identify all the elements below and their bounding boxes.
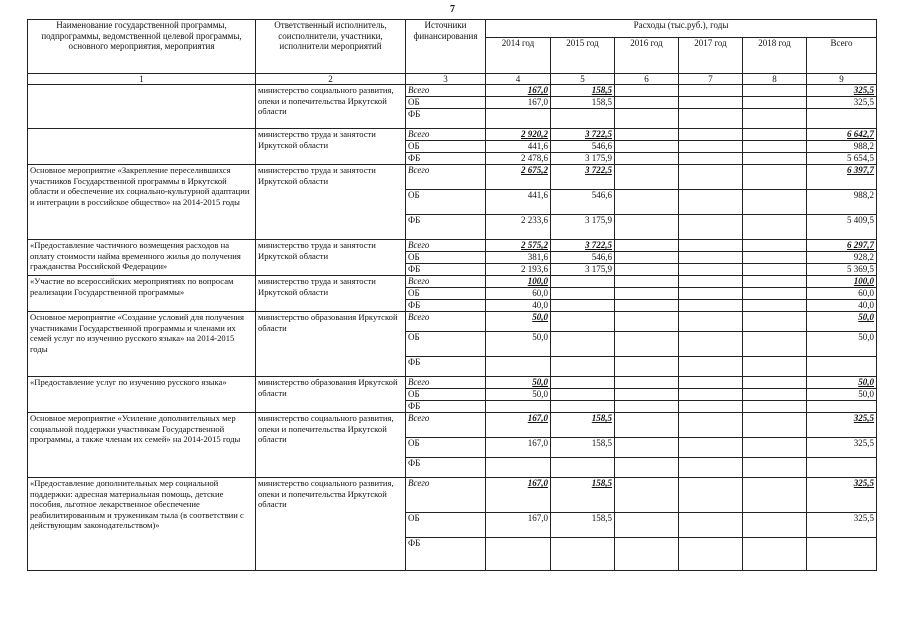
value-2016	[615, 264, 679, 276]
funding-source: Всего	[406, 312, 486, 332]
funding-source: Всего	[406, 129, 486, 141]
value-2017	[679, 538, 743, 571]
header-year-2016: 2016 год	[615, 38, 679, 74]
budget-table	[27, 19, 877, 571]
value-2016	[615, 389, 679, 401]
value-total: 60,0	[807, 288, 877, 300]
value-2015: 158,5	[551, 85, 615, 97]
value-2014: 167,0	[486, 478, 551, 513]
funding-source: ОБ	[406, 288, 486, 300]
value-2014: 2 575,2	[486, 240, 551, 252]
table-row	[28, 478, 877, 513]
funding-source: ОБ	[406, 141, 486, 153]
header-executor: Ответственный исполнитель, соисполнители, участники, исполнители мероприятий	[256, 20, 406, 74]
value-2017	[679, 288, 743, 300]
value-2017	[679, 252, 743, 264]
value-2015	[551, 332, 615, 357]
value-2015	[551, 458, 615, 478]
value-2017	[679, 240, 743, 252]
value-2016	[615, 357, 679, 377]
value-2014: 167,0	[486, 438, 551, 458]
value-2017	[679, 109, 743, 129]
value-2014: 167,0	[486, 413, 551, 438]
table-row	[28, 377, 877, 389]
funding-source: Всего	[406, 276, 486, 288]
table-row	[28, 165, 877, 190]
value-total	[807, 357, 877, 377]
value-2015: 3 175,9	[551, 215, 615, 240]
value-2016	[615, 190, 679, 215]
value-2015: 3 722,5	[551, 129, 615, 141]
value-total: 40,0	[807, 300, 877, 312]
value-2015: 158,5	[551, 97, 615, 109]
value-2014: 2 920,2	[486, 129, 551, 141]
value-2016	[615, 153, 679, 165]
header-year-2017: 2017 год	[679, 38, 743, 74]
value-2017	[679, 129, 743, 141]
funding-source: ОБ	[406, 513, 486, 538]
table-row	[28, 240, 877, 252]
value-2014: 441,6	[486, 190, 551, 215]
activity-name: Основное мероприятие «Закрепление переселившихся участников Государственной программы в Иркутской области и обеспечение их социально-культурной адаптации и интеграции в российское общество» на 2014-2015 годы	[28, 165, 256, 240]
value-2018	[743, 401, 807, 413]
value-2018	[743, 288, 807, 300]
value-2018	[743, 165, 807, 190]
value-2018	[743, 215, 807, 240]
value-2016	[615, 478, 679, 513]
value-2015	[551, 312, 615, 332]
executor-name: министерство социального развития, опеки и попечительства Иркутской области	[256, 478, 406, 571]
value-2018	[743, 276, 807, 288]
value-2016	[615, 538, 679, 571]
value-2018	[743, 153, 807, 165]
value-total: 325,5	[807, 513, 877, 538]
funding-source: ФБ	[406, 401, 486, 413]
value-2014: 40,0	[486, 300, 551, 312]
value-2018	[743, 458, 807, 478]
value-total: 988,2	[807, 141, 877, 153]
value-2017	[679, 165, 743, 190]
header-expenses: Расходы (тыс.руб.), годы	[486, 20, 877, 38]
value-2015	[551, 401, 615, 413]
value-2015	[551, 300, 615, 312]
activity-name: Основное мероприятие «Создание условий для получения участниками Государственной программы и членами их семей услуг по изучению русского языка» на 2014-2015 годы	[28, 312, 256, 377]
value-2015: 158,5	[551, 513, 615, 538]
funding-source: ФБ	[406, 357, 486, 377]
value-2015	[551, 109, 615, 129]
value-2014	[486, 458, 551, 478]
value-2016	[615, 165, 679, 190]
value-2018	[743, 97, 807, 109]
executor-name: министерство труда и занятости Иркутской области	[256, 165, 406, 240]
value-total: 6 642,7	[807, 129, 877, 141]
funding-source: ФБ	[406, 538, 486, 571]
table-row	[28, 129, 877, 141]
value-2015	[551, 377, 615, 389]
value-2018	[743, 252, 807, 264]
value-2017	[679, 300, 743, 312]
value-2015: 3 722,5	[551, 240, 615, 252]
value-total: 50,0	[807, 332, 877, 357]
value-total: 988,2	[807, 190, 877, 215]
funding-source: ФБ	[406, 300, 486, 312]
value-2017	[679, 97, 743, 109]
header-name: Наименование государственной программы, подпрограммы, ведомственной целевой программы, основного мероприятия, мероприятия	[28, 20, 256, 74]
value-2018	[743, 312, 807, 332]
value-2014: 167,0	[486, 85, 551, 97]
value-2015	[551, 538, 615, 571]
funding-source: ФБ	[406, 109, 486, 129]
value-total: 5 409,5	[807, 215, 877, 240]
value-2018	[743, 513, 807, 538]
value-2017	[679, 377, 743, 389]
header-total: Всего	[807, 38, 877, 74]
value-2014: 381,6	[486, 252, 551, 264]
funding-source: ФБ	[406, 264, 486, 276]
funding-source: ОБ	[406, 97, 486, 109]
value-2017	[679, 458, 743, 478]
value-2017	[679, 413, 743, 438]
page-number: 7	[450, 4, 455, 15]
funding-source: ОБ	[406, 389, 486, 401]
value-2015: 546,6	[551, 141, 615, 153]
executor-name: министерство социального развития, опеки и попечительства Иркутской области	[256, 85, 406, 129]
value-total	[807, 401, 877, 413]
value-2017	[679, 438, 743, 458]
funding-source: ОБ	[406, 438, 486, 458]
funding-source: Всего	[406, 165, 486, 190]
value-total	[807, 538, 877, 571]
value-2016	[615, 458, 679, 478]
funding-source: ОБ	[406, 190, 486, 215]
value-total: 100,0	[807, 276, 877, 288]
table-body	[28, 85, 877, 571]
value-total	[807, 458, 877, 478]
value-2018	[743, 240, 807, 252]
value-2017	[679, 389, 743, 401]
value-2014: 2 233,6	[486, 215, 551, 240]
activity-name: «Предоставление услуг по изучению русского языка»	[28, 377, 256, 413]
value-total: 6 297,7	[807, 240, 877, 252]
value-total: 928,2	[807, 252, 877, 264]
value-total: 6 397,7	[807, 165, 877, 190]
executor-name: министерство труда и занятости Иркутской области	[256, 129, 406, 165]
value-2014: 2 675,2	[486, 165, 551, 190]
value-2018	[743, 332, 807, 357]
value-total: 325,5	[807, 478, 877, 513]
value-2017	[679, 264, 743, 276]
value-total: 325,5	[807, 413, 877, 438]
value-total: 5 654,5	[807, 153, 877, 165]
value-2014: 441,6	[486, 141, 551, 153]
col-number: 7	[679, 74, 743, 85]
value-2016	[615, 312, 679, 332]
value-2016	[615, 300, 679, 312]
value-2016	[615, 276, 679, 288]
activity-name	[28, 85, 256, 129]
value-2015	[551, 276, 615, 288]
value-2017	[679, 276, 743, 288]
value-2014: 60,0	[486, 288, 551, 300]
value-2016	[615, 401, 679, 413]
value-2018	[743, 300, 807, 312]
value-2014	[486, 109, 551, 129]
value-2017	[679, 215, 743, 240]
header-source: Источники финансирования	[406, 20, 486, 74]
funding-source: Всего	[406, 413, 486, 438]
value-2014	[486, 357, 551, 377]
value-2014: 2 478,6	[486, 153, 551, 165]
value-2018	[743, 438, 807, 458]
value-2017	[679, 513, 743, 538]
executor-name: министерство труда и занятости Иркутской области	[256, 240, 406, 276]
executor-name: министерство социального развития, опеки и попечительства Иркутской области	[256, 413, 406, 478]
header-year-2018: 2018 год	[743, 38, 807, 74]
value-2014	[486, 401, 551, 413]
value-total: 325,5	[807, 97, 877, 109]
value-2016	[615, 513, 679, 538]
col-number: 9	[807, 74, 877, 85]
value-2018	[743, 478, 807, 513]
value-2016	[615, 413, 679, 438]
value-2016	[615, 438, 679, 458]
value-2015	[551, 288, 615, 300]
value-total: 50,0	[807, 389, 877, 401]
value-2018	[743, 357, 807, 377]
value-2014: 100,0	[486, 276, 551, 288]
value-2014: 50,0	[486, 332, 551, 357]
value-2018	[743, 141, 807, 153]
value-2018	[743, 377, 807, 389]
col-number: 3	[406, 74, 486, 85]
value-total: 50,0	[807, 377, 877, 389]
executor-name: министерство образования Иркутской области	[256, 312, 406, 377]
col-number: 6	[615, 74, 679, 85]
executor-name: министерство образования Иркутской области	[256, 377, 406, 413]
value-2017	[679, 153, 743, 165]
value-2017	[679, 478, 743, 513]
value-2016	[615, 109, 679, 129]
value-2015: 158,5	[551, 478, 615, 513]
value-2017	[679, 332, 743, 357]
value-2017	[679, 190, 743, 215]
activity-name: Основное мероприятие «Усиление дополнительных мер социальной поддержки участникам Государственной программы, а также членам их семей» на 2014-2015 годы	[28, 413, 256, 478]
col-number: 1	[28, 74, 256, 85]
value-2018	[743, 389, 807, 401]
value-2015: 158,5	[551, 438, 615, 458]
funding-source: Всего	[406, 478, 486, 513]
value-2016	[615, 141, 679, 153]
funding-source: ФБ	[406, 153, 486, 165]
value-total: 50,0	[807, 312, 877, 332]
value-2017	[679, 401, 743, 413]
col-number: 5	[551, 74, 615, 85]
value-2018	[743, 85, 807, 97]
value-2015	[551, 357, 615, 377]
funding-source: ФБ	[406, 215, 486, 240]
activity-name: «Предоставление частичного возмещения расходов на оплату стоимости найма временного жилья до получения гражданства Российской Федерации»	[28, 240, 256, 276]
value-2014	[486, 538, 551, 571]
value-2016	[615, 252, 679, 264]
value-2016	[615, 288, 679, 300]
activity-name: «Предоставление дополнительных мер социальной поддержки: адресная материальная помощь, детские пособия, льготное лекарственное обеспечение реабилитированным и труженикам тыла (в соответствии с действующим законодательством)»	[28, 478, 256, 571]
value-2018	[743, 538, 807, 571]
funding-source: ОБ	[406, 252, 486, 264]
value-2014: 50,0	[486, 377, 551, 389]
funding-source: Всего	[406, 240, 486, 252]
table-row	[28, 413, 877, 438]
value-2017	[679, 141, 743, 153]
activity-name	[28, 129, 256, 165]
activity-name: «Участие во всероссийских мероприятиях по вопросам реализации Государственной программы»	[28, 276, 256, 312]
value-2016	[615, 97, 679, 109]
funding-source: ОБ	[406, 332, 486, 357]
value-2014: 167,0	[486, 97, 551, 109]
value-2014: 50,0	[486, 312, 551, 332]
table-row	[28, 276, 877, 288]
value-total: 5 369,5	[807, 264, 877, 276]
value-2015: 546,6	[551, 252, 615, 264]
value-2016	[615, 215, 679, 240]
header-year-2014: 2014 год	[486, 38, 551, 74]
value-2014: 50,0	[486, 389, 551, 401]
value-total: 325,5	[807, 85, 877, 97]
col-number: 8	[743, 74, 807, 85]
funding-source: Всего	[406, 85, 486, 97]
value-2014: 2 193,6	[486, 264, 551, 276]
header-year-2015: 2015 год	[551, 38, 615, 74]
value-total: 325,5	[807, 438, 877, 458]
value-2018	[743, 413, 807, 438]
value-2015: 158,5	[551, 413, 615, 438]
value-2016	[615, 85, 679, 97]
value-2017	[679, 312, 743, 332]
value-2016	[615, 129, 679, 141]
table-row	[28, 85, 877, 97]
value-2018	[743, 190, 807, 215]
value-total	[807, 109, 877, 129]
value-2017	[679, 85, 743, 97]
value-2018	[743, 129, 807, 141]
funding-source: ФБ	[406, 458, 486, 478]
value-2016	[615, 332, 679, 357]
value-2015: 546,6	[551, 190, 615, 215]
value-2018	[743, 264, 807, 276]
value-2014: 167,0	[486, 513, 551, 538]
value-2017	[679, 357, 743, 377]
value-2015: 3 722,5	[551, 165, 615, 190]
value-2015: 3 175,9	[551, 153, 615, 165]
value-2015: 3 175,9	[551, 264, 615, 276]
value-2016	[615, 240, 679, 252]
value-2015	[551, 389, 615, 401]
table-row	[28, 312, 877, 332]
executor-name: министерство труда и занятости Иркутской области	[256, 276, 406, 312]
funding-source: Всего	[406, 377, 486, 389]
col-number: 4	[486, 74, 551, 85]
col-number: 2	[256, 74, 406, 85]
value-2016	[615, 377, 679, 389]
value-2018	[743, 109, 807, 129]
